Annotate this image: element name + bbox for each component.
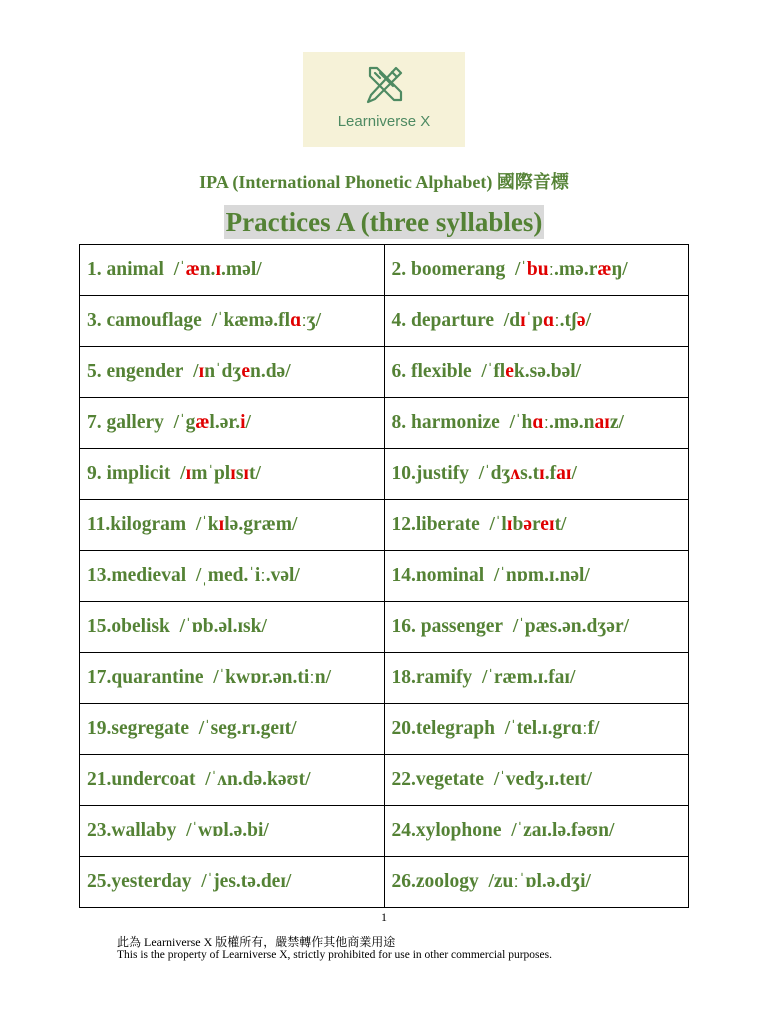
ipa-transcription <box>482 667 576 688</box>
ipa-transcription <box>196 565 300 586</box>
ipa-transcription <box>213 667 331 688</box>
ipa-segment: /ˈpæs.ən.dʒər/ <box>512 616 630 637</box>
word-label: 9. implicit <box>87 463 171 484</box>
word-label: 26.zoology <box>391 871 479 892</box>
ipa-highlight: ɪ <box>185 463 192 484</box>
ipa-highlight: ɪ <box>520 310 526 331</box>
word-label: 22.vegetate <box>391 769 485 790</box>
word-cell <box>80 755 385 806</box>
ipa-segment: r <box>531 514 541 535</box>
ipa-segment: s <box>235 463 244 484</box>
ipa-segment: /ˈnɒm.ɪ.nəl/ <box>493 565 590 586</box>
ipa-transcription <box>205 769 310 790</box>
ipa-highlight: ɪ <box>539 463 545 484</box>
ipa-segment: /d <box>503 310 521 331</box>
footer-copyright-zh: 此為 Learniverse X 版權所有，嚴禁轉作其他商業用途 <box>117 935 396 949</box>
word-label: 10.justify <box>391 463 469 484</box>
ipa-highlight: ɪ <box>218 514 225 535</box>
word-cell <box>384 755 689 806</box>
ipa-highlight: bu <box>526 259 549 280</box>
word-label: 14.nominal <box>391 565 485 586</box>
ipa-transcription <box>180 463 261 484</box>
ipa-transcription <box>212 310 322 331</box>
crossed-pencil-ruler-icon <box>361 64 405 108</box>
ipa-transcription <box>504 310 591 331</box>
ipa-segment: /ˈtel.ɪ.grɑːf/ <box>504 718 600 739</box>
word-label: 23.wallaby <box>87 820 177 841</box>
ipa-transcription <box>510 412 624 433</box>
logo <box>303 52 465 147</box>
word-label: 20.telegraph <box>391 718 495 739</box>
ipa-segment: /ˈk <box>195 514 219 535</box>
ipa-highlight: eɪ <box>540 514 555 535</box>
ipa-segment: t/ <box>249 463 261 484</box>
word-label: 15.obelisk <box>87 616 170 637</box>
ipa-highlight: ɑ <box>290 310 302 331</box>
ipa-highlight: aɪ <box>556 463 572 484</box>
ipa-highlight: aɪ <box>594 412 610 433</box>
ipa-transcription <box>511 820 614 841</box>
ipa-highlight: ɑ <box>543 310 555 331</box>
word-cell <box>384 245 689 296</box>
word-label: 19.segregate <box>87 718 189 739</box>
ipa-highlight: ɑ <box>532 412 544 433</box>
ipa-transcription <box>481 361 581 382</box>
ipa-highlight: e <box>505 361 514 382</box>
word-cell <box>80 449 385 500</box>
ipa-segment: /ˈ <box>173 259 186 280</box>
ipa-segment: .məl/ <box>221 259 262 280</box>
ipa-segment: n.də/ <box>249 361 291 382</box>
ipa-segment: s.t <box>520 463 540 484</box>
ipa-transcription <box>186 820 269 841</box>
word-cell <box>384 449 689 500</box>
ipa-segment: / <box>571 463 577 484</box>
ipa-segment: /zuːˈɒl.ə.dʒi/ <box>488 871 591 892</box>
ipa-transcription <box>515 259 628 280</box>
word-label: 16. passenger <box>391 616 504 637</box>
word-label: 25.yesterday <box>87 871 192 892</box>
table-row <box>80 347 689 398</box>
ipa-segment: /ˈvedʒ.ɪ.teɪt/ <box>493 769 592 790</box>
word-label: 21.undercoat <box>87 769 196 790</box>
word-cell <box>80 806 385 857</box>
ipa-highlight: ə <box>523 514 532 535</box>
ipa-segment: ː.tʃ <box>554 310 577 331</box>
ipa-transcription <box>494 565 590 586</box>
word-label: 1. animal <box>87 259 164 280</box>
ipa-segment: /ˈwɒl.ə.bi/ <box>186 820 269 841</box>
document-subtitle: IPA (International Phonetic Alphabet) 國際音標 <box>199 172 569 192</box>
ipa-segment: /ˈkwɒr.ən.tiːn/ <box>213 667 331 688</box>
ipa-highlight: ʌ <box>510 463 521 484</box>
ipa-segment: /ˈkæmə.fl <box>211 310 291 331</box>
word-label: 3. camouflage <box>87 310 202 331</box>
word-cell <box>80 551 385 602</box>
word-cell <box>384 806 689 857</box>
ipa-highlight: æ <box>597 259 612 280</box>
page-title: Practices A (three syllables) <box>225 207 543 237</box>
ipa-highlight: ɪ <box>215 259 222 280</box>
ipa-segment: /ˈzaɪ.lə.fəʊn/ <box>511 820 615 841</box>
ipa-transcription <box>196 514 297 535</box>
ipa-highlight: ɪ <box>506 514 513 535</box>
ipa-segment: / <box>245 412 251 433</box>
ipa-transcription <box>174 259 262 280</box>
ipa-segment: ˈp <box>525 310 544 331</box>
ipa-segment: /ˈh <box>509 412 533 433</box>
ipa-segment: /ˈjes.tə.deɪ/ <box>201 871 292 892</box>
word-label: 24.xylophone <box>391 820 502 841</box>
ipa-segment: z/ <box>609 412 624 433</box>
word-label: 12.liberate <box>391 514 480 535</box>
word-cell <box>80 653 385 704</box>
ipa-highlight: ɪ <box>243 463 250 484</box>
ipa-segment: / <box>180 463 186 484</box>
logo-text: Learniverse X <box>337 113 431 130</box>
ipa-segment: /ˈræm.ɪ.faɪ/ <box>481 667 576 688</box>
word-cell <box>80 704 385 755</box>
ipa-segment: t/ <box>554 514 567 535</box>
ipa-transcription <box>193 361 290 382</box>
ipa-transcription <box>199 718 297 739</box>
ipa-transcription <box>479 463 577 484</box>
ipa-segment: ː.mə.r <box>548 259 598 280</box>
ipa-segment: k.sə.bəl/ <box>513 361 582 382</box>
ipa-segment: nˈdʒ <box>204 361 242 382</box>
ipa-segment: / <box>585 310 591 331</box>
word-cell <box>80 245 385 296</box>
ipa-transcription <box>488 871 590 892</box>
word-label: 13.medieval <box>87 565 187 586</box>
ipa-transcription <box>201 871 291 892</box>
ipa-segment: ŋ/ <box>611 259 628 280</box>
table-row <box>80 806 689 857</box>
word-cell <box>384 653 689 704</box>
word-cell <box>384 704 689 755</box>
ipa-segment: /ˈseg.rɪ.geɪt/ <box>198 718 297 739</box>
ipa-segment: /ˈg <box>173 412 196 433</box>
table-row <box>80 500 689 551</box>
ipa-segment: /ˈfl <box>481 361 506 382</box>
word-cell <box>80 500 385 551</box>
ipa-highlight: i <box>240 412 246 433</box>
word-label: 6. flexible <box>391 361 472 382</box>
table-row <box>80 602 689 653</box>
word-cell <box>80 398 385 449</box>
ipa-segment: / <box>193 361 199 382</box>
ipa-segment: /ˈdʒ <box>478 463 511 484</box>
ipa-segment: b <box>512 514 524 535</box>
word-label: 7. gallery <box>87 412 164 433</box>
word-cell <box>384 500 689 551</box>
ipa-highlight: ə <box>576 310 586 331</box>
word-label: 11.kilogram <box>87 514 187 535</box>
ipa-segment: /ˈl <box>489 514 507 535</box>
table-row <box>80 398 689 449</box>
table-row <box>80 704 689 755</box>
ipa-segment: l.ər. <box>209 412 241 433</box>
ipa-transcription <box>513 616 629 637</box>
ipa-segment: ːʒ/ <box>301 310 322 331</box>
ipa-transcription <box>490 514 567 535</box>
word-label: 8. harmonize <box>391 412 500 433</box>
word-cell <box>384 602 689 653</box>
word-cell <box>384 296 689 347</box>
word-label: 4. departure <box>391 310 495 331</box>
ipa-highlight: ɪ <box>230 463 236 484</box>
word-cell <box>384 398 689 449</box>
ipa-segment: /ˈɒb.əl.ɪsk/ <box>179 616 267 637</box>
word-cell <box>80 296 385 347</box>
word-cell <box>80 602 385 653</box>
table-row <box>80 449 689 500</box>
footer-copyright-en: This is the property of Learniverse X, strictly prohibited for use in other commercial purposes. <box>117 949 552 961</box>
table-row <box>80 245 689 296</box>
ipa-highlight: e <box>241 361 250 382</box>
ipa-segment: mˈpl <box>191 463 231 484</box>
ipa-transcription <box>174 412 251 433</box>
table-row <box>80 755 689 806</box>
word-label: 18.ramify <box>391 667 473 688</box>
ipa-segment: n. <box>199 259 216 280</box>
ipa-highlight: ɪ <box>198 361 205 382</box>
word-cell <box>80 857 385 908</box>
ipa-segment: /ˈ <box>515 259 527 280</box>
table-row <box>80 653 689 704</box>
word-cell <box>384 551 689 602</box>
word-cell <box>384 857 689 908</box>
ipa-segment: /ˌmed.ˈiː.vəl/ <box>195 565 300 586</box>
page-number: 1 <box>381 910 387 924</box>
ipa-transcription <box>505 718 600 739</box>
word-cell <box>80 347 385 398</box>
word-cell <box>384 347 689 398</box>
ipa-segment: ː.mə.n <box>543 412 595 433</box>
ipa-highlight: æ <box>185 259 200 280</box>
ipa-segment: lə.græm/ <box>224 514 298 535</box>
table-row <box>80 551 689 602</box>
word-label: 5. engender <box>87 361 184 382</box>
ipa-highlight: æ <box>195 412 210 433</box>
ipa-segment: /ˈʌn.də.kəʊt/ <box>205 769 311 790</box>
word-label: 17.quarantine <box>87 667 204 688</box>
word-label: 2. boomerang <box>391 259 506 280</box>
ipa-transcription <box>494 769 592 790</box>
ipa-segment: .f <box>544 463 557 484</box>
table-row <box>80 857 689 908</box>
word-table <box>79 244 689 908</box>
ipa-transcription <box>180 616 267 637</box>
table-row <box>80 296 689 347</box>
